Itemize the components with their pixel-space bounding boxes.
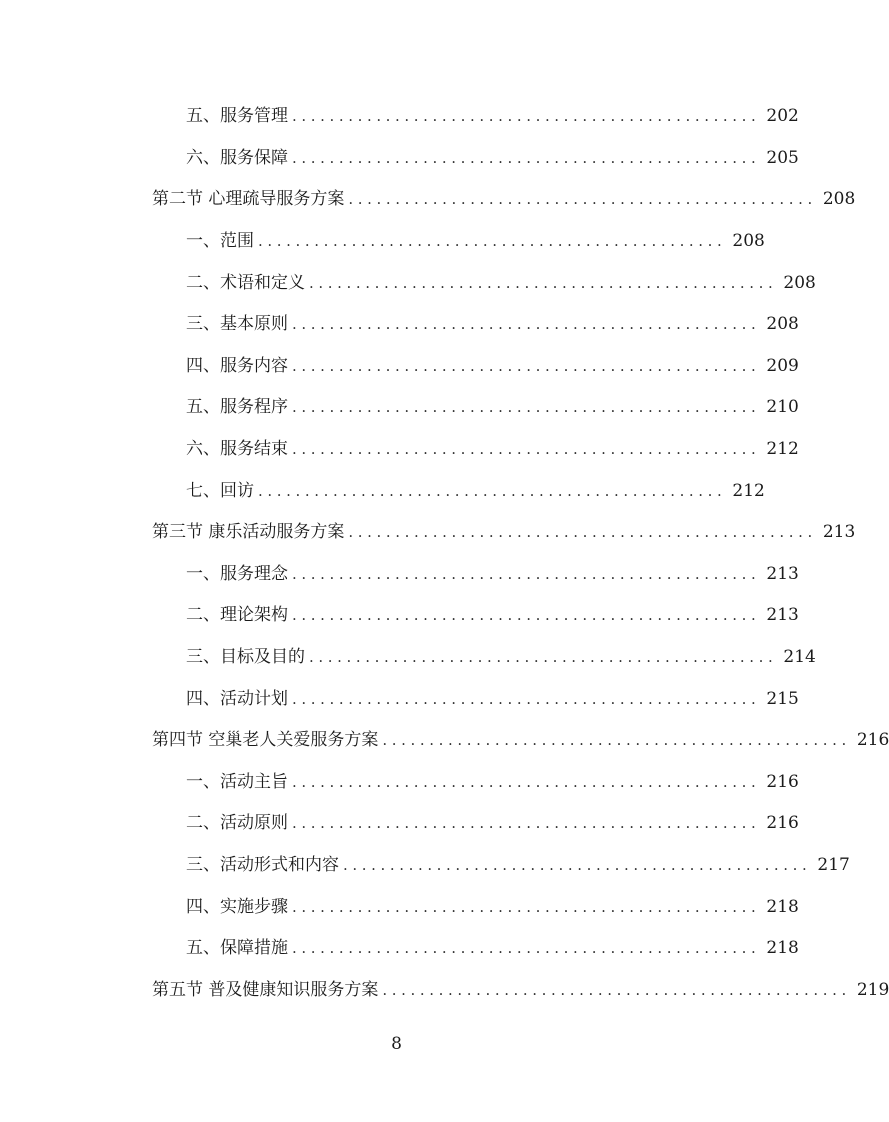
toc-entry-page: 213 bbox=[766, 563, 799, 584]
toc-entry[interactable] bbox=[0, 637, 816, 679]
toc-entry[interactable] bbox=[0, 803, 799, 845]
toc-entry-page: 214 bbox=[783, 647, 816, 668]
toc-entry-page: 209 bbox=[766, 355, 799, 376]
dot-leader: .................................................. bbox=[292, 606, 761, 625]
toc-entry[interactable] bbox=[0, 762, 799, 804]
toc-entry[interactable] bbox=[0, 221, 793, 263]
dot-leader: .................................................. bbox=[292, 440, 761, 459]
toc-section-entry[interactable] bbox=[0, 512, 856, 554]
toc-section-entry[interactable] bbox=[0, 970, 889, 1012]
dot-leader: .................................................. bbox=[382, 980, 851, 999]
toc-entry-title: 四、活动计划 bbox=[186, 688, 288, 709]
dot-leader: .................................................. bbox=[292, 356, 761, 375]
toc-entry-page: 213 bbox=[766, 605, 799, 626]
toc-entry-title: 二、活动原则 bbox=[186, 813, 288, 834]
toc-entry-title: 六、服务结束 bbox=[186, 439, 288, 460]
toc-entry[interactable] bbox=[0, 554, 799, 596]
dot-leader: .................................................. bbox=[292, 939, 761, 958]
dot-leader: .................................................. bbox=[292, 814, 761, 833]
dot-leader: .................................................. bbox=[292, 398, 761, 417]
dot-leader: .................................................. bbox=[292, 148, 761, 167]
toc-entry-title: 六、服务保障 bbox=[186, 147, 288, 168]
dot-leader: .................................................. bbox=[348, 523, 817, 542]
toc-entry-title: 第四节 空巢老人关爱服务方案 bbox=[152, 730, 379, 751]
toc-entry-page: 218 bbox=[766, 896, 799, 917]
toc-entry[interactable] bbox=[0, 595, 799, 637]
toc-entry-title: 第二节 心理疏导服务方案 bbox=[152, 189, 345, 210]
toc-section-entry[interactable] bbox=[0, 720, 889, 762]
toc-entry-page: 217 bbox=[817, 855, 850, 876]
dot-leader: .................................................. bbox=[292, 564, 761, 583]
toc-entry-page: 208 bbox=[732, 231, 765, 252]
toc-entry-page: 205 bbox=[766, 147, 799, 168]
dot-leader: .................................................. bbox=[292, 772, 761, 791]
toc-entry-page: 212 bbox=[732, 480, 765, 501]
toc-entry-title: 五、服务程序 bbox=[186, 397, 288, 418]
dot-leader: .................................................. bbox=[292, 689, 761, 708]
toc-section-entry[interactable] bbox=[0, 179, 856, 221]
toc-entry[interactable] bbox=[0, 346, 799, 388]
toc-entry-page: 219 bbox=[856, 979, 889, 1000]
toc-entry-title: 三、活动形式和内容 bbox=[186, 855, 339, 876]
toc-entry-page: 208 bbox=[783, 272, 816, 293]
dot-leader: .................................................. bbox=[343, 856, 812, 875]
toc-entry-page: 202 bbox=[766, 106, 799, 127]
dot-leader: .................................................. bbox=[348, 190, 817, 209]
toc-entry-page: 212 bbox=[766, 439, 799, 460]
dot-leader: .................................................. bbox=[258, 481, 727, 500]
toc-entry[interactable] bbox=[0, 678, 799, 720]
toc-entry-title: 四、服务内容 bbox=[186, 355, 288, 376]
toc-entry-title: 四、实施步骤 bbox=[186, 896, 288, 917]
toc-entry-title: 五、保障措施 bbox=[186, 938, 288, 959]
dot-leader: .................................................. bbox=[258, 232, 727, 251]
dot-leader: .................................................. bbox=[309, 273, 778, 292]
page-number: 8 bbox=[391, 1034, 402, 1054]
toc-entry-title: 二、术语和定义 bbox=[186, 272, 305, 293]
dot-leader: .................................................. bbox=[292, 897, 761, 916]
toc-entry-title: 一、范围 bbox=[186, 231, 254, 252]
toc-entry-page: 216 bbox=[766, 813, 799, 834]
toc-entry-title: 第三节 康乐活动服务方案 bbox=[152, 522, 345, 543]
toc-entry[interactable] bbox=[0, 886, 799, 928]
dot-leader: .................................................. bbox=[292, 315, 761, 334]
toc-entry-title: 一、活动主旨 bbox=[186, 771, 288, 792]
toc-entry[interactable] bbox=[0, 138, 799, 180]
toc-entry[interactable] bbox=[0, 304, 799, 346]
toc-entry-page: 216 bbox=[766, 771, 799, 792]
toc-entry[interactable] bbox=[0, 387, 799, 429]
toc-entry-title: 一、服务理念 bbox=[186, 563, 288, 584]
toc-entry[interactable] bbox=[0, 928, 799, 970]
toc-entry-page: 216 bbox=[856, 730, 889, 751]
toc-entry[interactable] bbox=[0, 429, 799, 471]
toc-entry-title: 二、理论架构 bbox=[186, 605, 288, 626]
dot-leader: .................................................. bbox=[382, 731, 851, 750]
toc-entry-page: 215 bbox=[766, 688, 799, 709]
dot-leader: .................................................. bbox=[292, 107, 761, 126]
toc-entry[interactable] bbox=[0, 262, 816, 304]
dot-leader: .................................................. bbox=[309, 648, 778, 667]
toc-entry[interactable] bbox=[0, 96, 799, 138]
toc-entry-page: 208 bbox=[822, 189, 856, 210]
toc-entry-title: 五、服务管理 bbox=[186, 106, 288, 127]
toc-entry-title: 第五节 普及健康知识服务方案 bbox=[152, 979, 379, 1000]
toc-entry[interactable] bbox=[0, 470, 793, 512]
toc-entry-title: 三、目标及目的 bbox=[186, 647, 305, 668]
toc-entry-page: 218 bbox=[766, 938, 799, 959]
toc-entry-page: 213 bbox=[822, 522, 856, 543]
toc-entry-title: 三、基本原则 bbox=[186, 314, 288, 335]
toc-entry[interactable] bbox=[0, 845, 850, 887]
toc-entry-page: 208 bbox=[766, 314, 799, 335]
toc-entry-title: 七、回访 bbox=[186, 480, 254, 501]
toc-entry-page: 210 bbox=[766, 397, 799, 418]
